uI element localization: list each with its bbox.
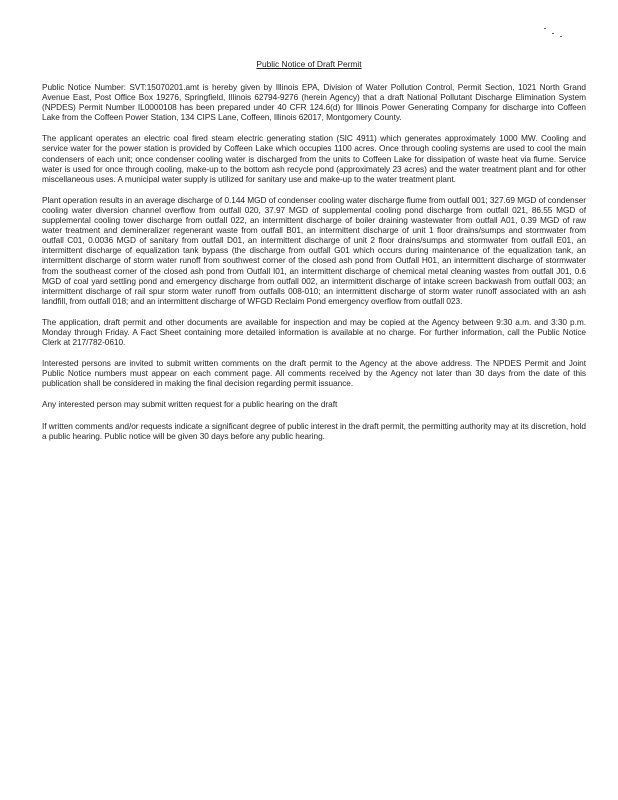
paragraph-facility-description: The applicant operates an electric coal fired steam electric generating station (SIC 4911) which generates approximately 1000 MW. Cooling and service water for the power station is provided by Coffeen Lake which occupies 1100 acres. Once through cooling systems are used to cool the main condensers of each unit; once condenser cooling water is discharged from the units to Coffeen Lake for dissipation of waste heat via flume. Service water is used for once through cooling, make-up to the bottom ash recycle pond (approximately 23 acres) and the water treatment plant and for other miscellaneous uses. A municipal water supply is utilized for sanitary use and make-up to the water treatment plant. xyxy=(42,133,586,184)
paragraph-comment-invitation: Interested persons are invited to submit written comments on the draft permit to the Agency at the above address. The NPDES Permit and Joint Public Notice numbers must appear on each comment page. All comments received by the Agency not later than 30 days from the date of this publication shall be considered in making the final decision regarding permit issuance. xyxy=(42,358,586,389)
scan-speck xyxy=(552,33,554,34)
paragraph-public-hearing: If written comments and/or requests indicate a significant degree of public interest in the draft permit, the permitting authority may at its discretion, hold a public hearing. Public notice will be given 30 days before any public hearing. xyxy=(42,420,586,441)
document-body xyxy=(42,82,586,452)
paragraph-document-availability: The application, draft permit and other documents are available for inspection and may be copied at the Agency between 9:30 a.m. and 3:30 p.m. Monday through Friday. A Fact Sheet containing more detailed information is available at no charge. For further information, call the Public Notice Clerk at 217/782-0610. xyxy=(42,316,586,348)
paragraph-hearing-request: Any interested person may submit written request for a public hearing on the draft xyxy=(42,399,338,410)
scan-speck xyxy=(544,28,546,29)
paragraph-notice-intro: Public Notice Number: SVT:15070201.amt is hereby given by Illinois EPA, Division of Water Pollution Control, Permit Section, 1021 North Grand Avenue East, Post Office Box 19276, Springfield, Illinois 62794-9276 (herein Agency) that a draft National Pollutant Discharge Elimination System (NPDES) Permit Number IL0000108 has been prepared under 40 CFR 124.6(d) for Illinois Power Generating Company for discharge into Coffeen Lake from the Coffeen Power Station, 134 CIPS Lane, Coffeen, Illinois 62017, Montgomery County. xyxy=(42,82,586,123)
scan-speck xyxy=(560,36,562,37)
page-title: Public Notice of Draft Permit xyxy=(256,59,362,69)
paragraph-discharge-details: Plant operation results in an average discharge of 0.144 MGD of condenser cooling water discharge flume from outfall 001; 327.69 MGD of condenser cooling water diversion channel overflow from outfall 020, 37.97 MGD of supplemental cooling pond discharge from outfall 021, 86.55 MGD of supplemental cooling tower discharge from outfall 022, an intermittent discharge of boiler draining wastewater from outfall A01, 0.39 MGD of raw water treatment and demineralizer regenerant waste from outfall B01, an intermittent discharge of unit 1 floor drains/sumps and stormwater from outfall C01, 0.0036 MGD of sanitary from outfall D01, an intermittent discharge of unit 2 floor drains/sumps and stormwater from outfall E01, an intermittent discharge of equalization tank bypass (the discharge from outfall G01 which occurs during maintenance of the equalization tank, an intermittent discharge of storm water runoff from southwest corner of the closed ash pond from Outfall H01, an intermittent discharge of stormwater from the southeast corner of the closed ash pond from Outfall I01, an intermittent discharge of chemical metal cleaning wastes from outfall J01, 0.6 MGD of coal yard settling pond and emergency discharge from outfall 002, an intermittent discharge of intake screen backwash from outfall 003; an intermittent discharge of rail spur storm water runoff from outfalls 008-010; an intermittent discharge of storm water runoff associated with an ash landfill, from outfall 018; and an intermittent discharge of WFGD Reclaim Pond emergency overflow from outfall 023. xyxy=(42,194,586,306)
